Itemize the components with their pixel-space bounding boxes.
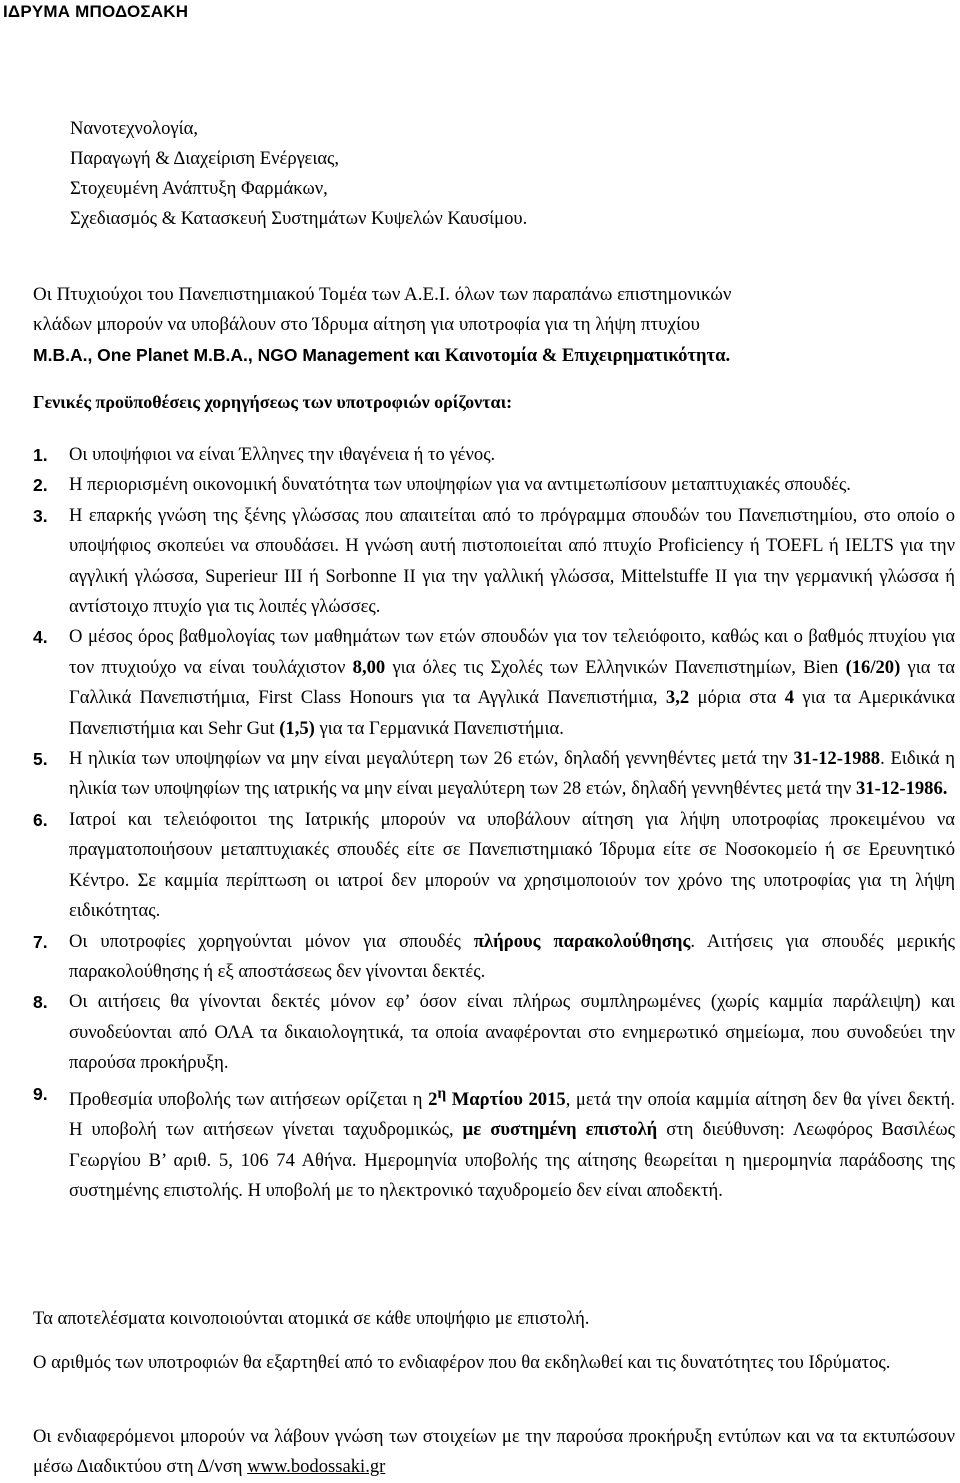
- registered-mail-emphasis: με συστημένη επιστολή: [462, 1119, 658, 1141]
- scholarship-fields-list: [70, 114, 527, 234]
- condition-number: 2.: [33, 475, 48, 496]
- field-item: Παραγωγή & Διαχείριση Ενέργειας,: [70, 148, 340, 169]
- deadline-day: 2: [428, 1088, 438, 1110]
- condition-number: 6.: [33, 809, 48, 830]
- condition-text: Οι υποψήφιοι να είναι Έλληνες την ιθαγένεια ή το γένος.: [69, 444, 496, 465]
- intro-paragraph: [33, 280, 955, 371]
- condition-item: [33, 744, 955, 805]
- condition-text: Προθεσμία υποβολής των αιτήσεων ορίζεται η: [69, 1088, 429, 1110]
- condition-text: για όλες τις Σχολές των Ελληνικών Πανεπιστημίων, Bien: [385, 656, 846, 678]
- condition-text: στη διεύθυνση: Λεωφόρος Βασιλέως Γεωργίου Β’ αριθ. 5, 106 74 Αθήνα. Ημερομηνία υποβολής της αίτησης θεωρείται η ημερομηνία παράδοσης της συστημένης επιστολής. Η υποβολή με το ηλεκτρονικό ταχυδρομείο δεν είναι αποδεκτή.: [69, 1119, 955, 1201]
- condition-item: [33, 805, 955, 927]
- condition-item: [33, 440, 955, 470]
- conditions-heading: Γενικές προϋποθέσεις χορηγήσεως των υποτροφιών ορίζονται:: [33, 392, 513, 412]
- condition-text: για τα Γαλλικά Πανεπιστήμια, First Class Honours για τα Αγγλικά Πανεπιστήμια,: [69, 656, 955, 709]
- condition-text: Οι υποτροφίες χορηγούνται μόνον για σπουδές: [69, 930, 474, 952]
- condition-item: [33, 470, 955, 500]
- condition-item: [33, 987, 955, 1078]
- condition-number: 8.: [33, 992, 48, 1013]
- grade-threshold: 4: [784, 687, 795, 709]
- condition-text: Ιατροί και τελειόφοιτοι της Ιατρικής μπορούν να υποβάλουν αίτηση για λήψη υποτροφίας προκειμένου να πραγματοποιήσουν μεταπτυχιακές σπουδές είτε σε Πανεπιστημιακό Ίδρυμα είτε σε Νοσοκομείο ή σε Ερευνητικό Κέντρο. Σε καμμία περίπτωση οι ιατροί δεν μπορούν να χρησιμοποιούν τον χρόνο της υποτροφίας για τη λήψη ειδικότητας.: [69, 808, 955, 922]
- condition-number: 1.: [33, 445, 48, 465]
- condition-item: [33, 927, 955, 988]
- deadline-day-suffix: η: [437, 1084, 447, 1102]
- birth-date-limit: 31-12-1986.: [856, 778, 948, 800]
- condition-text: Οι αιτήσεις θα γίνονται δεκτές μόνον εφ’ όσον είναι πλήρως συμπληρωμένες (χωρίς καμμία παράλειψη) και συνοδεύονται από ΟΛΑ τα δικαιολογητικά, τα οποία αναφέρονται στο ενημερωτικό σημείωμα, που συνοδεύει την παρούσα προκήρυξη.: [69, 991, 955, 1074]
- intro-degrees-line: [33, 340, 955, 371]
- condition-text: . Ειδικά η ηλικία των υποψηφίων της ιατρικής να μην είναι μεγαλύτερη των 28 ετών, δηλαδή γεννηθέντες μετά την: [69, 748, 955, 800]
- condition-text: , μετά την οποία καμμία αίτηση δεν θα γίνει δεκτή. Η υποβολή των αιτήσεων γίνεται ταχυδρομικώς,: [69, 1088, 955, 1141]
- condition-number: 3.: [33, 505, 48, 526]
- forms-notice-text: Οι ενδιαφερόμενοι μπορούν να λάβουν γνώση των στοιχείων με την παρούσα προκήρυξη εντύπων και να τα εκτυπώσουν μέσω Διαδικτύου στη Δ/νση: [33, 1426, 955, 1478]
- condition-text: για τα Αμερικάνικα Πανεπιστήμια και Sehr Gut: [69, 687, 955, 739]
- full-time-emphasis: πλήρους παρακολούθησης: [473, 930, 691, 952]
- field-item: Νανοτεχνολογία,: [70, 118, 199, 139]
- intro-degrees: M.B.A., One Planet M.B.A., NGO Management: [33, 345, 415, 365]
- condition-number: 5.: [33, 749, 48, 770]
- condition-number: 7.: [33, 931, 48, 952]
- forms-notice: [33, 1422, 955, 1483]
- website-link[interactable]: www.bodossaki.gr: [247, 1456, 386, 1478]
- condition-text: Ο μέσος όρος βαθμολογίας των μαθημάτων των ετών σπουδών για τον τελειόφοιτο, καθώς και ο βαθμός πτυχίου για τον πτυχιούχο να είναι τουλάχιστον: [69, 626, 955, 678]
- condition-number: 9.: [33, 1083, 48, 1104]
- results-notice: Τα αποτελέσματα κοινοποιούνται ατομικά σε κάθε υποψήφιο με επιστολή.: [33, 1308, 590, 1329]
- intro-degrees-tail: και Καινοτομία & Επιχειρηματικότητα.: [414, 345, 731, 366]
- condition-text: για τα Γερμανικά Πανεπιστήμια.: [314, 717, 564, 739]
- field-item: Σχεδιασμός & Κατασκευή Συστημάτων Κυψελών Καυσίμου.: [70, 208, 528, 229]
- intro-line: Οι Πτυχιούχοι του Πανεπιστημιακού Τομέα των Α.Ε.Ι. όλων των παραπάνω επιστημονικών: [33, 284, 732, 305]
- condition-text: μόρια στα: [689, 687, 785, 709]
- page-header: ΙΔΡΥΜΑ ΜΠΟΔΟΣΑΚΗ: [3, 2, 189, 21]
- conditions-list: [33, 440, 955, 1206]
- condition-number: 4.: [33, 627, 48, 648]
- birth-date-limit: 31-12-1988: [793, 748, 881, 770]
- grade-threshold: 8,00: [352, 656, 386, 678]
- grade-threshold: (16/20): [845, 656, 901, 678]
- grade-threshold: (1,5): [279, 717, 315, 739]
- condition-text: Η περιορισμένη οικονομική δυνατότητα των υποψηφίων για να αντιμετωπίσουν μεταπτυχιακές σπουδές.: [69, 474, 851, 496]
- grade-threshold: 3,2: [665, 687, 690, 709]
- condition-item: [33, 622, 955, 744]
- condition-text: Η ηλικία των υποψηφίων να μην είναι μεγαλύτερη των 26 ετών, δηλαδή γεννηθέντες μετά την: [69, 748, 794, 770]
- condition-text: Η επαρκής γνώση της ξένης γλώσσας που απαιτείται από το πρόγραμμα σπουδών του Πανεπιστημίου, στο οποίο ο υποψήφιος σκοπεύει να σπουδάσει. Η γνώση αυτή πιστοποιείται από πτυχίο Proficiency ή TOEFL ή IELTS για την αγγλική γλώσσα, Superieur III ή Sorbonne II για την γαλλική γλώσσα, Mittelstuffe II για την γερμανική γλώσσα ή αντίστοιχο πτυχίο για τις λοιπές γλώσσες.: [69, 504, 955, 618]
- deadline-month-year: Μαρτίου 2015: [446, 1088, 566, 1110]
- scholarship-count-notice: Ο αριθμός των υποτροφιών θα εξαρτηθεί από το ενδιαφέρον που θα εκδηλωθεί και τις δυνατότητες του Ιδρύματος.: [33, 1352, 891, 1373]
- condition-item: [33, 1079, 955, 1207]
- field-item: Στοχευμένη Ανάπτυξη Φαρμάκων,: [70, 178, 328, 199]
- condition-text: . Αιτήσεις για σπουδές μερικής παρακολούθησης ή εξ αποστάσεως δεν γίνονται δεκτές.: [69, 930, 956, 982]
- condition-item: [33, 501, 955, 623]
- intro-line: κλάδων μπορούν να υποβάλουν στο Ίδρυμα αίτηση για υποτροφία για τη λήψη πτυχίου: [33, 314, 700, 335]
